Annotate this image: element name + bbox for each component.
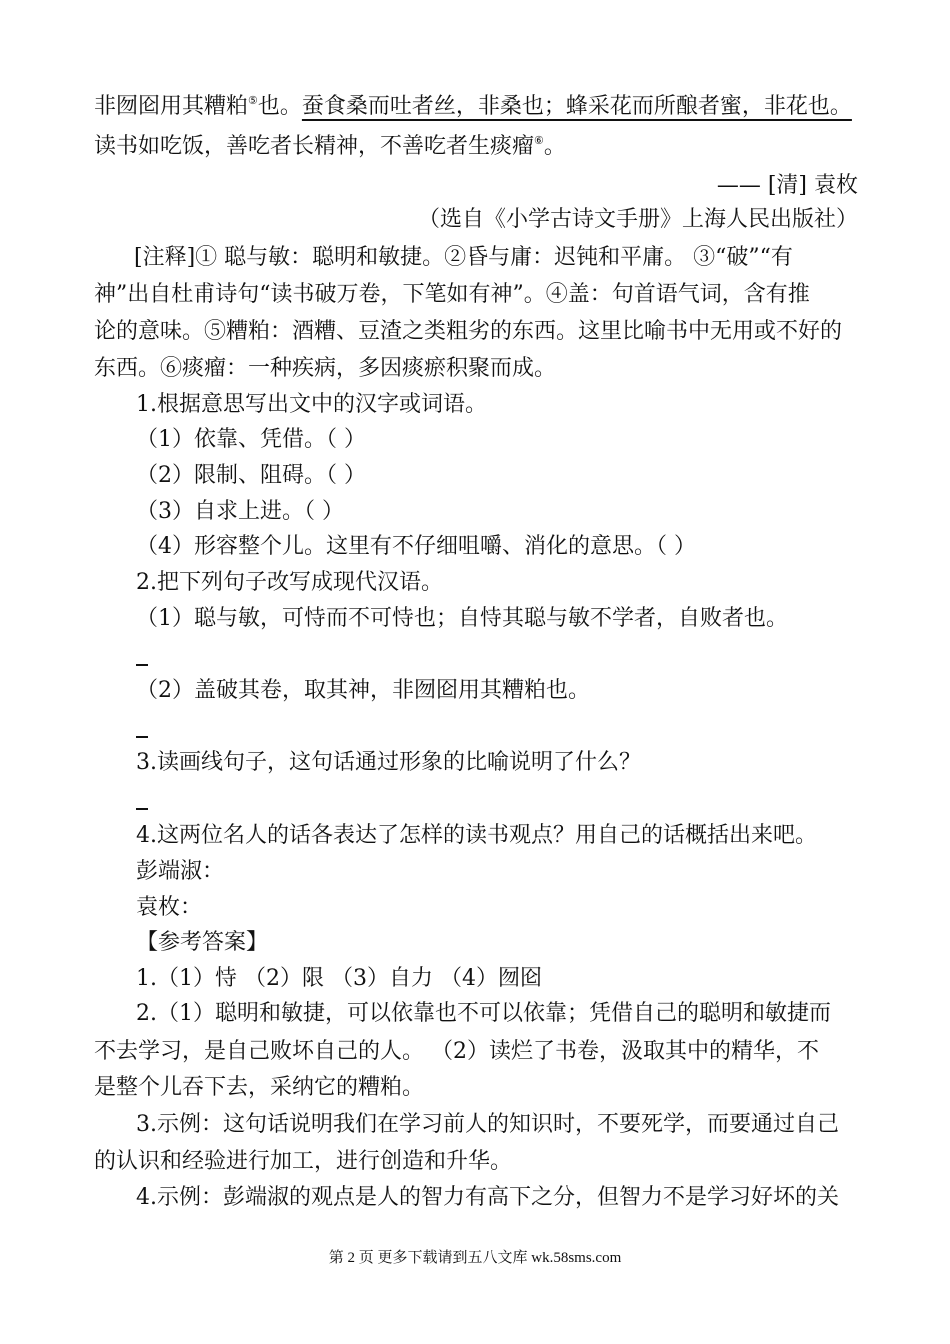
notes-line-3: 论的意味。⑤糟粕：酒糟、豆渣之类粗劣的东西。这里比喻书中无用或不好的 xyxy=(94,319,843,344)
question-4: 4.这两位名人的话各表达了怎样的读书观点？用自己的话概括出来吧。 xyxy=(136,823,817,848)
passage-line-1 xyxy=(94,92,852,122)
question-1-item-1: （1）依靠、凭借。（ ） xyxy=(136,427,366,452)
answer-2-line-3: 是整个儿吞下去，采纳它的糟粕。 xyxy=(94,1075,425,1100)
passage-author: —— [清] 袁枚 xyxy=(716,173,858,198)
question-2: 2.把下列句子改写成现代汉语。 xyxy=(136,570,443,595)
footnote-marker-6: ⑥ xyxy=(534,134,544,147)
passage-line-1-part-b: 也。 xyxy=(257,94,302,119)
passage-line-2-text: 读书如吃饭，善吃者长精神，不善吃者生痰瘤 xyxy=(94,134,535,159)
answer-1: 1.（1）恃 （2）限 （3）自力 （4）囫囵 xyxy=(136,966,542,991)
answer-2-line-1: 2.（1）聪明和敏捷，可以依靠也不可以依靠；凭借自己的聪明和敏捷而 xyxy=(136,1001,831,1026)
question-1-item-4: （4）形容整个儿。这里有不仔细咀嚼、消化的意思。（ ） xyxy=(136,534,696,559)
answer-3-line-2: 的认识和经验进行加工，进行创造和升华。 xyxy=(94,1149,513,1174)
question-2-item-2: （2）盖破其卷，取其神，非囫囵用其糟粕也。 xyxy=(136,678,590,703)
passage-line-2 xyxy=(94,132,566,162)
answer-blank-line[interactable] xyxy=(136,794,148,824)
notes-line-1: [注释]① 聪与敏：聪明和敏捷。②昏与庸：迟钝和平庸。 ③“破”“有 xyxy=(134,245,793,270)
answers-heading: 【参考答案】 xyxy=(136,930,269,955)
answer-3-line-1: 3.示例：这句话说明我们在学习前人的知识时，不要死学，而要通过自己 xyxy=(136,1112,839,1137)
page-footer: 第 2 页 更多下载请到五八文库 wk.58sms.com xyxy=(328,1250,622,1266)
question-1-item-3: （3）自求上进。（ ） xyxy=(136,499,344,524)
answer-4-line-1: 4.示例：彭端淑的观点是人的智力有高下之分，但智力不是学习好坏的关 xyxy=(136,1185,839,1210)
question-4-label-b: 袁枚： xyxy=(136,895,203,920)
notes-line-2: 神”出自杜甫诗句“读书破万卷，下笔如有神”。④盖：句首语气词，含有推 xyxy=(94,282,810,307)
question-1-item-2: （2）限制、阻碍。（ ） xyxy=(136,463,366,488)
passage-line-1-part-a: 非囫囵用其糟粕 xyxy=(94,94,249,119)
question-3: 3.读画线句子，这句话通过形象的比喻说明了什么？ xyxy=(136,750,641,775)
passage-source: （选自《小学古诗文手册》上海人民出版社） xyxy=(417,207,858,232)
answer-2-line-2: 不去学习，是自己败坏自己的人。 （2）读烂了书卷，汲取其中的精华，不 xyxy=(94,1039,819,1064)
footnote-marker-5: ⑤ xyxy=(248,94,258,107)
question-1: 1.根据意思写出文中的汉字或词语。 xyxy=(136,392,487,417)
passage-line-2-end: 。 xyxy=(543,134,566,159)
question-4-label-a: 彭端淑： xyxy=(136,859,225,884)
underlined-sentence: 蚕食桑而吐者丝，非桑也；蜂采花而所酿者蜜，非花也。 xyxy=(301,94,852,119)
question-2-item-1: （1）聪与敏，可恃而不可恃也；自恃其聪与敏不学者，自败者也。 xyxy=(136,606,788,631)
notes-line-4: 东西。⑥痰瘤：一种疾病，多因痰瘀积聚而成。 xyxy=(94,356,557,381)
